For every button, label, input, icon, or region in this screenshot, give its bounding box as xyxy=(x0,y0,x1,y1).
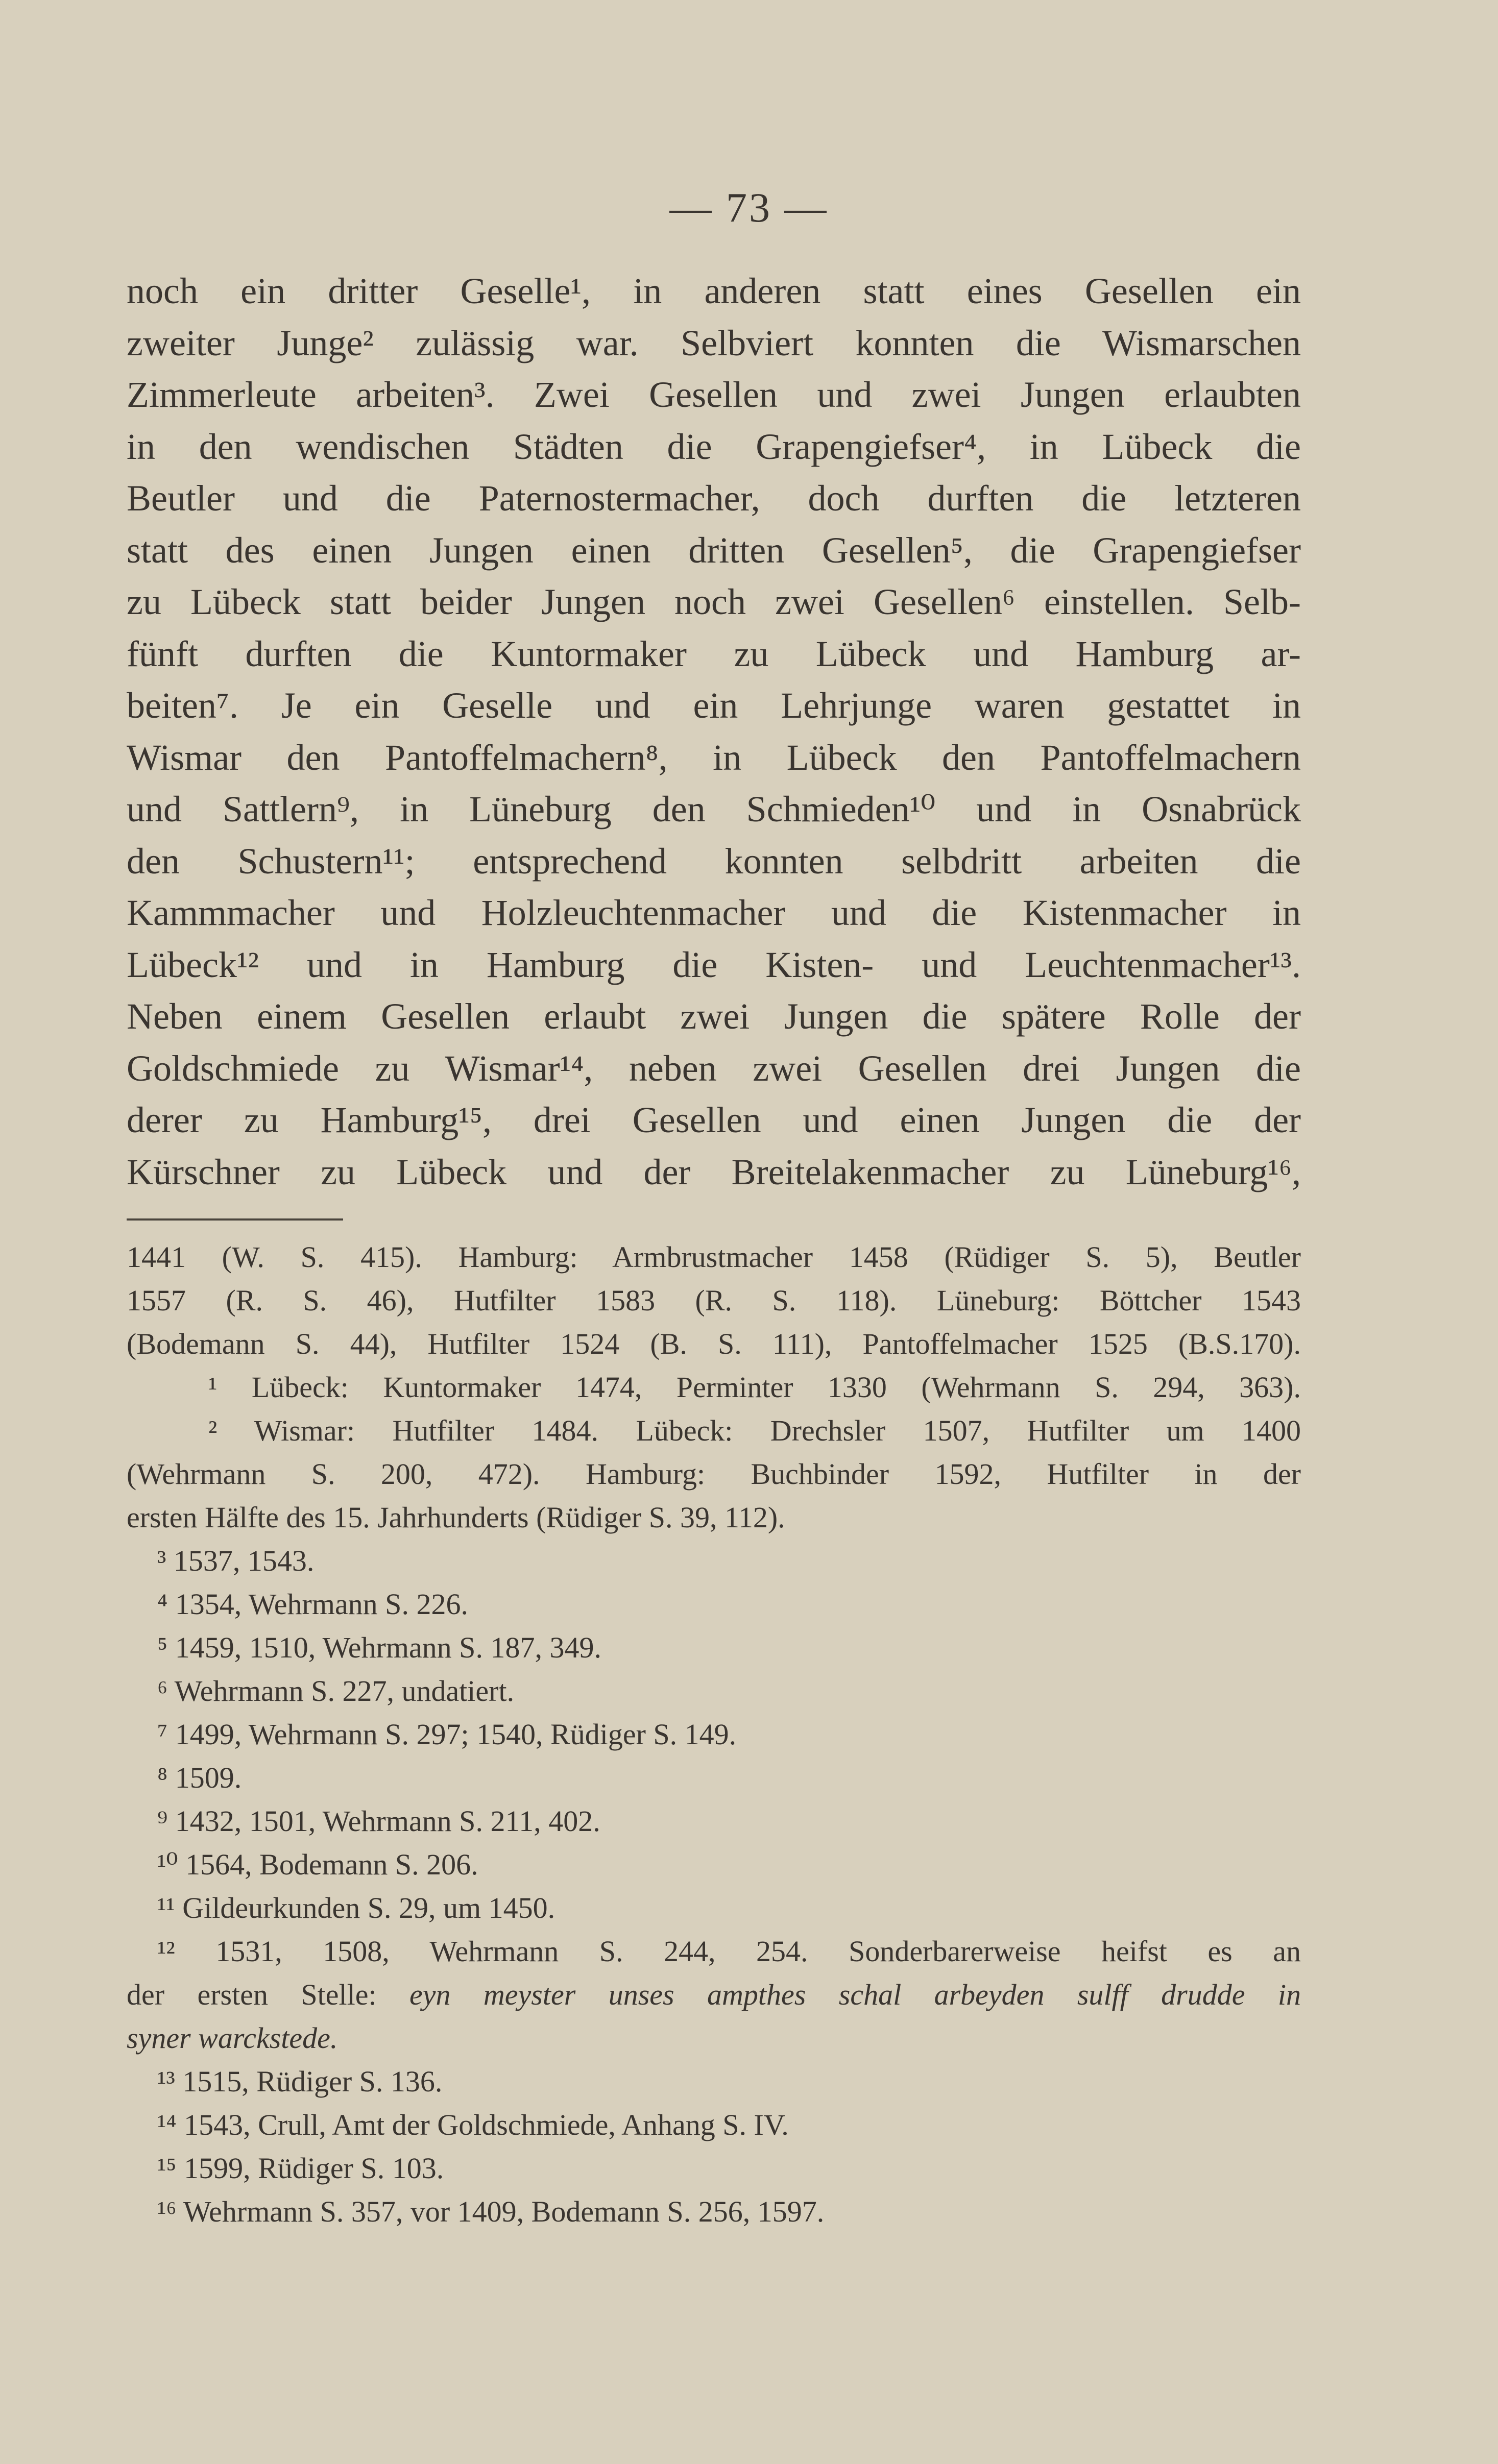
footnote-4: ⁴ 1354, Wehrmann S. 226. xyxy=(157,1588,468,1621)
footnote-12-text: der ersten Stelle: xyxy=(127,1978,377,2011)
footnote-12-line xyxy=(127,2016,1301,2060)
footnote-continuation-line: (Bodemann S. 44), Hutfilter 1524 (B. S. 111), Pantoffelmacher 1525 (B.S.170). xyxy=(127,1327,1301,1360)
footnote-continuation-line: 1557 (R. S. 46), Hutfilter 1583 (R. S. 118). Lüneburg: Böttcher 1543 xyxy=(127,1284,1301,1317)
footnote-12-quote: eyn meyster unses ampthes schal arbeyden sulff drudde in xyxy=(409,1978,1301,2011)
body-line: Wismar den Pantoffelmachern⁸, in Lübeck den Pantoffelmachern xyxy=(127,737,1301,778)
page-number: — 73 — xyxy=(669,184,829,231)
footnote-5: ⁵ 1459, 1510, Wehrmann S. 187, 349. xyxy=(157,1631,601,1664)
body-line: statt des einen Jungen einen dritten Gesellen⁵, die Grapengiefser xyxy=(127,529,1301,571)
body-line: in den wendischen Städten die Grapengiefser⁴, in Lübeck die xyxy=(127,426,1301,467)
footnote-3: ³ 1537, 1543. xyxy=(157,1544,315,1577)
body-line: Lübeck¹² und in Hamburg die Kisten- und Leuchtenmacher¹³. xyxy=(127,944,1301,985)
body-line: derer zu Hamburg¹⁵, drei Gesellen und einen Jungen die der xyxy=(127,1100,1301,1140)
body-line: zweiter Junge² zulässig war. Selbviert konnten die Wismarschen xyxy=(127,322,1301,363)
body-line: Neben einem Gesellen erlaubt zwei Jungen die spätere Rolle der xyxy=(127,996,1301,1037)
footnote-12-line xyxy=(127,1973,1301,2016)
body-line: Goldschmiede zu Wismar¹⁴, neben zwei Gesellen drei Jungen die xyxy=(127,1047,1301,1089)
footnote-15: ¹⁵ 1599, Rüdiger S. 103. xyxy=(157,2152,444,2185)
footnote-2-line: (Wehrmann S. 200, 472). Hamburg: Buchbinder 1592, Hutfilter in der xyxy=(127,1457,1301,1491)
footnotes xyxy=(127,1235,1301,2233)
body-line: Kammmacher und Holzleuchtenmacher und die Kistenmacher in xyxy=(127,892,1301,933)
body-line: zu Lübeck statt beider Jungen noch zwei Gesellen⁶ einstellen. Selb- xyxy=(127,581,1301,622)
body-line: beiten⁷. Je ein Geselle und ein Lehrjunge waren gestattet in xyxy=(127,685,1301,726)
footnote-2-line: ersten Hälfte des 15. Jahrhunderts (Rüdiger S. 39, 112). xyxy=(127,1501,785,1534)
footnote-12: ¹² 1531, 1508, Wehrmann S. 244, 254. Sonderbarerweise heifst es an xyxy=(157,1935,1301,1968)
footnote-1: ¹ Lübeck: Kuntormaker 1474, Perminter 1330 (Wehrmann S. 294, 363). xyxy=(208,1371,1301,1404)
body-line: noch ein dritter Geselle¹, in anderen statt eines Gesellen ein xyxy=(127,271,1301,311)
body-line: fünft durften die Kuntormaker zu Lübeck und Hamburg ar- xyxy=(127,633,1301,674)
footnote-6: ⁶ Wehrmann S. 227, undatiert. xyxy=(157,1674,515,1707)
footnote-14: ¹⁴ 1543, Crull, Amt der Goldschmiede, Anhang S. IV. xyxy=(157,2108,789,2141)
body-line: Kürschner zu Lübeck und der Breitelakenmacher zu Lüneburg¹⁶, xyxy=(127,1151,1301,1192)
footnote-2: ² Wismar: Hutfilter 1484. Lübeck: Drechsler 1507, Hutfilter um 1400 xyxy=(208,1414,1301,1447)
footnote-continuation-line: 1441 (W. S. 415). Hamburg: Armbrustmacher 1458 (Rüdiger S. 5), Beutler xyxy=(127,1240,1301,1274)
footnote-7: ⁷ 1499, Wehrmann S. 297; 1540, Rüdiger S. 149. xyxy=(157,1718,737,1751)
footnote-13: ¹³ 1515, Rüdiger S. 136. xyxy=(157,2065,443,2098)
footnote-8: ⁸ 1509. xyxy=(157,1761,242,1794)
footnote-16: ¹⁶ Wehrmann S. 357, vor 1409, Bodemann S. 256, 1597. xyxy=(157,2195,825,2228)
footnote-10: ¹⁰ 1564, Bodemann S. 206. xyxy=(157,1848,478,1881)
footnote-11: ¹¹ Gildeurkunden S. 29, um 1450. xyxy=(157,1891,555,1924)
footnote-9: ⁹ 1432, 1501, Wehrmann S. 211, 402. xyxy=(157,1804,600,1838)
body-line: Beutler und die Paternostermacher, doch durften die letzteren xyxy=(127,478,1301,519)
body-line: Zimmerleute arbeiten³. Zwei Gesellen und zwei Jungen erlaubten xyxy=(127,374,1301,415)
body-line: und Sattlern⁹, in Lüneburg den Schmieden¹⁰ und in Osnabrück xyxy=(127,789,1301,830)
footnote-separator xyxy=(127,1218,343,1221)
footnote-12-quote-end: syner warckstede. xyxy=(127,2021,338,2055)
body-line: den Schustern¹¹; entsprechend konnten selbdritt arbeiten die xyxy=(127,840,1301,882)
main-text xyxy=(127,265,1301,1198)
